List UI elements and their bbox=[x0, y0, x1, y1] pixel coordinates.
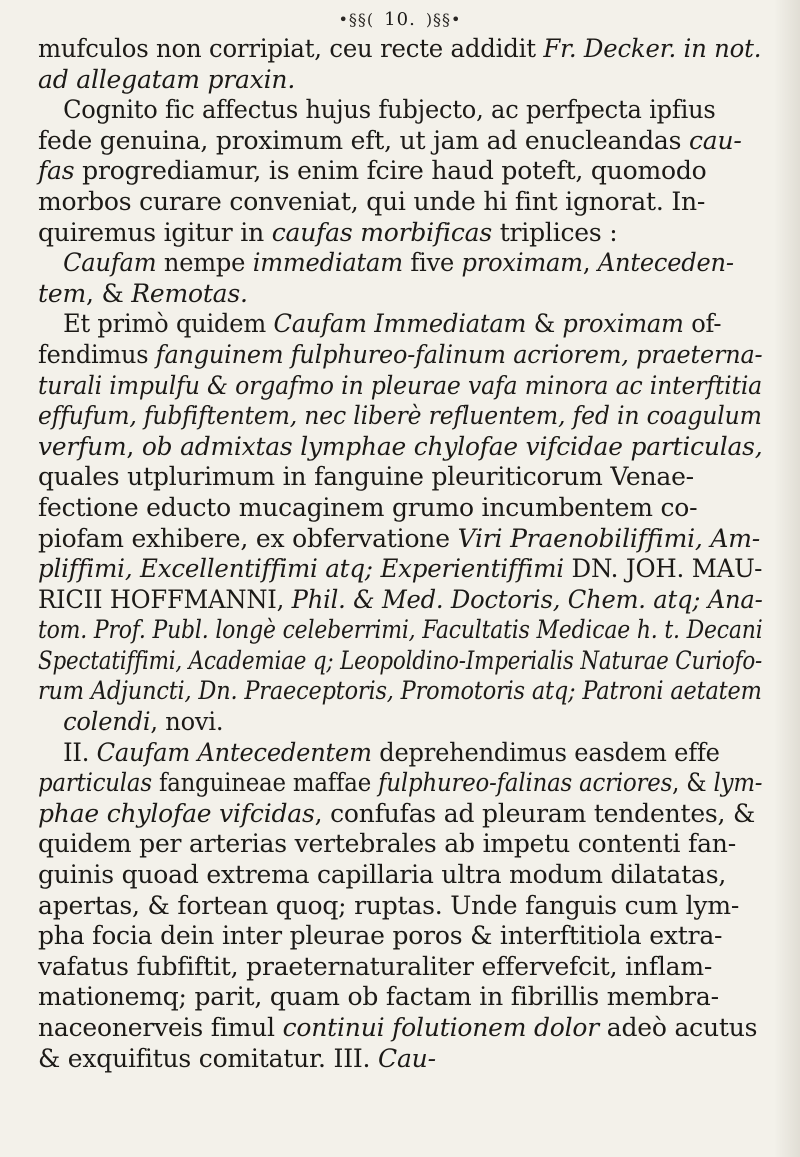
text-line bbox=[38, 921, 762, 952]
text-line bbox=[38, 1044, 762, 1075]
roman-text: pha focia dein inter pleurae poros & interftitiola extra- bbox=[38, 921, 723, 951]
text-line bbox=[38, 279, 762, 310]
text-line bbox=[38, 768, 763, 799]
roman-text: nempe bbox=[156, 248, 253, 278]
italic-text: Cau- bbox=[378, 1043, 436, 1073]
text-line bbox=[38, 891, 762, 922]
text-line bbox=[38, 339, 763, 371]
text-line bbox=[38, 370, 763, 402]
roman-text: , bbox=[126, 431, 142, 461]
text-line bbox=[38, 829, 762, 860]
text-line bbox=[38, 187, 762, 218]
roman-text: Cognito fic affectus hujus fubjecto, ac perfpecta ipfius bbox=[63, 95, 716, 125]
roman-text: guinis quoad extrema capillaria ultra modum dilatatas, bbox=[38, 860, 727, 890]
text-line bbox=[38, 65, 762, 96]
italic-text: effufum, fubfiftentem, nec liberè refluentem, fed in coagulum bbox=[38, 401, 762, 431]
ornament-left: •§§( bbox=[338, 9, 375, 29]
italic-text: rum Adjuncti, Dn. Praeceptoris, Promotoris atq; Patroni aetatem bbox=[38, 676, 762, 706]
italic-text: Remotas. bbox=[131, 278, 248, 308]
italic-text: caufas morbificas bbox=[271, 217, 492, 247]
text-line bbox=[38, 554, 763, 585]
roman-text: , bbox=[582, 248, 598, 278]
italic-text: Anteceden- bbox=[597, 248, 734, 278]
italic-text: fanguinem fulphureo-falinum acriorem, praeterna- bbox=[155, 339, 763, 369]
italic-text: proximam bbox=[461, 248, 583, 278]
roman-text: apertas, & fortean quoq; ruptas. Unde fanguis cum lym- bbox=[38, 890, 740, 920]
italic-text: tem bbox=[38, 278, 86, 308]
italic-text: colendi bbox=[63, 707, 151, 737]
italic-text: Fr. Decker. in not. bbox=[543, 34, 762, 63]
italic-text: Phil. & Med. Doctoris, Chem. atq; Ana- bbox=[291, 584, 763, 614]
italic-text: proximam bbox=[562, 309, 684, 339]
roman-text: morbos curare conveniat, qui unde hi fint ignorat. In- bbox=[38, 186, 706, 216]
text-line bbox=[38, 645, 763, 677]
roman-text: DN. JOH. MAU- bbox=[563, 554, 763, 584]
roman-text: triplices : bbox=[491, 217, 618, 247]
text-line bbox=[38, 860, 762, 891]
text-line bbox=[38, 218, 762, 249]
text-line bbox=[38, 615, 763, 646]
roman-text: quidem per arterias vertebrales ab impetu contenti fan- bbox=[38, 829, 736, 859]
text-line bbox=[38, 95, 736, 126]
text-line bbox=[38, 982, 762, 1013]
text-line bbox=[38, 952, 762, 983]
italic-text: turali impulfu & orgafmo in pleurae vafa minora ac interftitia bbox=[38, 370, 763, 400]
roman-text: mufculos non corripiat, ceu recte addidit bbox=[38, 34, 544, 63]
text-line bbox=[38, 126, 762, 157]
roman-text: naceonerveis fimul bbox=[38, 1013, 283, 1042]
italic-text: ob admixtas lymphae chylofae vifcidae particulas, bbox=[141, 431, 763, 461]
italic-text: fas bbox=[38, 156, 75, 186]
roman-text: quiremus igitur in bbox=[38, 217, 272, 247]
roman-text: fede genuina, proximum eft, ut jam ad enucleandas bbox=[38, 125, 689, 155]
roman-text: & exquifitus comitatur. III. bbox=[38, 1043, 379, 1073]
roman-text: progrediamur, is enim fcire haud poteft, quomodo bbox=[74, 156, 707, 186]
italic-text: Caufam Immediatam bbox=[273, 309, 527, 339]
italic-text: particulas bbox=[38, 768, 152, 798]
roman-text: fanguineae maffae bbox=[151, 768, 379, 798]
text-line bbox=[38, 738, 736, 769]
italic-text: pliffimi, Excellentiffimi atq; Experientiffimi bbox=[38, 554, 564, 584]
roman-text: piofam exhibere, ex obfervatione bbox=[38, 523, 458, 553]
text-line bbox=[38, 676, 762, 707]
page-number: 10. bbox=[384, 8, 416, 30]
roman-text: of- bbox=[683, 309, 722, 339]
italic-text: Caufam Antecedentem bbox=[96, 737, 372, 767]
roman-text: fectione educto mucaginem grumo incumbentem co- bbox=[38, 492, 698, 522]
roman-text: & bbox=[526, 309, 563, 339]
italic-text: continui folutionem dolor bbox=[282, 1013, 600, 1042]
italic-text: cau- bbox=[688, 125, 742, 155]
page-header bbox=[38, 0, 762, 34]
roman-text: , & bbox=[85, 278, 132, 308]
text-line bbox=[38, 156, 762, 187]
ornament-right: )§§• bbox=[425, 9, 462, 29]
text-line bbox=[38, 462, 762, 493]
roman-text: vafatus fubfiftit, praeternaturaliter effervefcit, inflam- bbox=[38, 951, 713, 981]
text-line bbox=[38, 707, 736, 738]
text-line bbox=[38, 584, 763, 616]
text-line bbox=[38, 248, 736, 279]
roman-text: five bbox=[402, 248, 462, 278]
italic-text: verfum bbox=[38, 431, 127, 461]
text-line bbox=[38, 799, 762, 830]
roman-text: , & bbox=[672, 768, 714, 798]
text-line bbox=[38, 34, 762, 65]
italic-text: Viri Praenobiliffimi, Am- bbox=[457, 523, 760, 553]
italic-text: fulphureo-falinas acriores bbox=[378, 768, 673, 798]
italic-text: Spectatiffimi, Academiae q; Leopoldino-Imperialis Naturae Curiofo- bbox=[38, 645, 763, 675]
text-line bbox=[38, 309, 736, 340]
text-line bbox=[38, 493, 762, 524]
roman-text: , confufas ad pleuram tendentes, & bbox=[314, 798, 756, 828]
text-body bbox=[38, 34, 762, 1074]
italic-text: Caufam bbox=[63, 248, 157, 278]
text-line bbox=[38, 1013, 762, 1044]
roman-text: II. bbox=[63, 737, 97, 767]
roman-text: RICII HOFFMANNI, bbox=[38, 584, 292, 614]
text-line bbox=[38, 431, 763, 463]
roman-text: fendimus bbox=[38, 339, 156, 369]
italic-text: tom. Prof. Publ. longè celeberrimi, Facultatis Medicae h. t. Decani bbox=[38, 615, 763, 645]
italic-text: ad allegatam praxin. bbox=[38, 64, 296, 94]
text-line bbox=[38, 524, 762, 555]
roman-text: deprehendimus easdem effe bbox=[371, 737, 720, 767]
italic-text: immediatam bbox=[252, 248, 403, 278]
roman-text: adeò acutus bbox=[599, 1013, 758, 1042]
roman-text: Et primò quidem bbox=[63, 309, 274, 339]
italic-text: phae chylofae vifcidas bbox=[38, 798, 315, 828]
italic-text: lym- bbox=[713, 768, 763, 798]
roman-text: mationemq; parit, quam ob factam in fibrillis membra- bbox=[38, 982, 719, 1012]
roman-text: quales utplurimum in fanguine pleuriticorum Venae- bbox=[38, 462, 694, 492]
text-line bbox=[38, 401, 762, 432]
page-gutter-shadow bbox=[774, 0, 800, 1157]
roman-text: , novi. bbox=[150, 707, 224, 737]
